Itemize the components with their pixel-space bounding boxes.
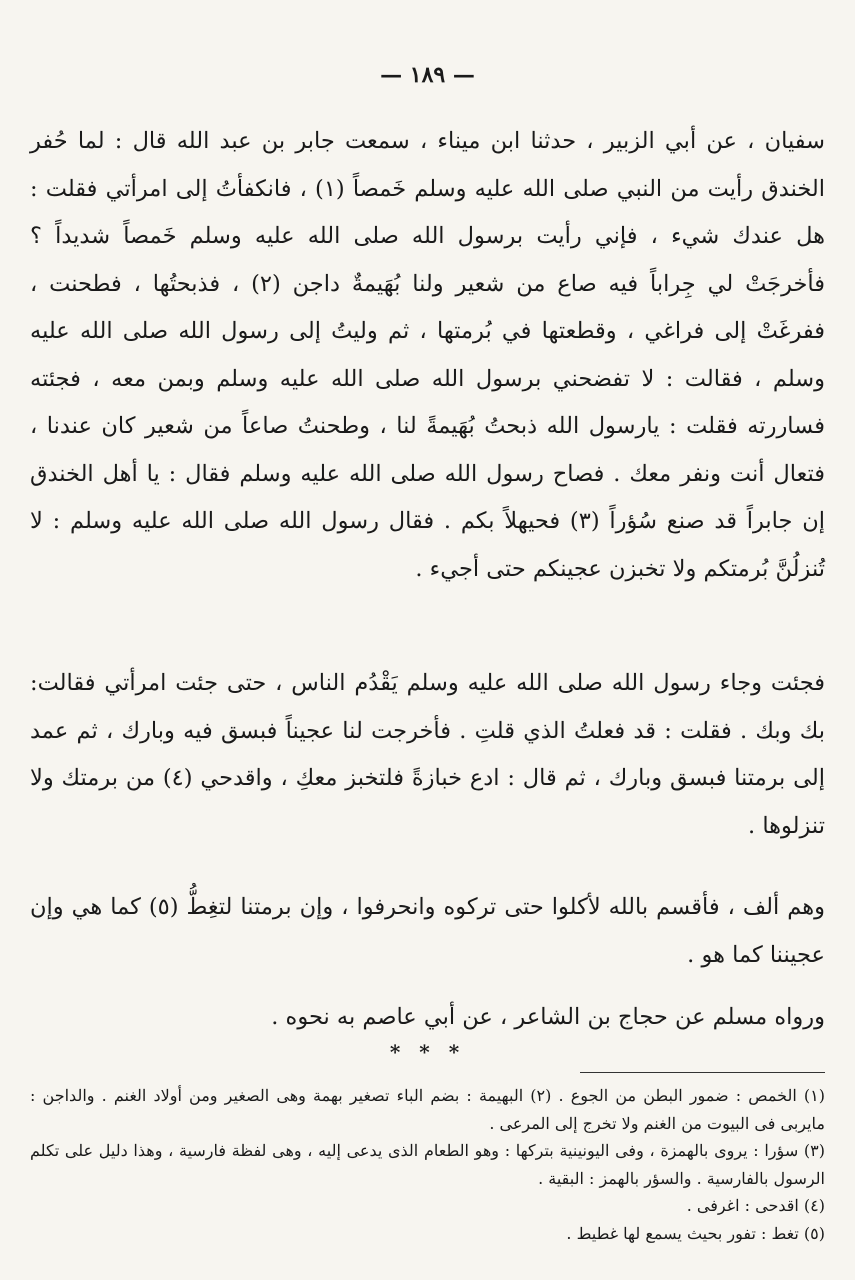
footnote-item: (٣) سؤرا : يروى بالهمزة ، وفى اليونينية بتركها : وهو الطعام الذى يدعى إليه ، وهى لفظة فارسية ، وهذا دليل على تكلم الرسول بالفارسية . والسؤر بالهمز : البقية . xyxy=(30,1141,825,1188)
footnote-divider xyxy=(580,1072,825,1073)
paragraph-hadith-story xyxy=(30,118,825,593)
paragraph-text: سفيان ، عن أبي الزبير ، حدثنا ابن ميناء ، سمعت جابر بن عبد الله قال : لما حُفر الخندق رأيت من النبي صلى الله عليه وسلم خَمصاً (١) ، فانكفأتُ إلى امرأتي فقلت : هل عندك شيء ، فإني رأيت برسول الله صلى الله عليه وسلم خَمصاً شديداً ؟ فأخرجَتْ لي جِراباً فيه صاع من شعير ولنا بُهَيمةٌ داجن (٢) ، فذبحتُها ، فطحنت ، ففرغَتْ إلى فراغي ، وقطعتها في بُرمتها ، ثم وليتُ إلى رسول الله صلى الله عليه وسلم ، فقالت : لا تفضحني برسول الله صلى الله عليه وسلم وبمن معه ، فجئته فساررته فقلت : يارسول الله ذبحتُ بُهَيمةً لنا ، وطحنتُ صاعاً من شعير كان عندنا ، فتعال أنت ونفر معك . فصاح رسول الله صلى الله عليه وسلم فقال : يا أهل الخندق إن جابراً قد صنع سُؤراً (٣) فحيهلاً بكم . فقال رسول الله صلى الله عليه وسلم : لا تُنزلُنَّ بُرمتكم ولا تخبزن عجينكم حتى أجيء . xyxy=(30,128,826,582)
page-number: — ١٨٩ — xyxy=(380,62,475,88)
paragraph-text: ورواه مسلم عن حجاج بن الشاعر ، عن أبي عاصم به نحوه . xyxy=(271,1004,825,1030)
paragraph-arrival xyxy=(30,660,825,850)
footnotes xyxy=(30,1082,825,1247)
footnote-item: (١) الخمص : ضمور البطن من الجوع . (٢) البهيمة : بضم الباء تصغير بهمة وهى الصغير ومن أولاد الغنم . والداجن : مايربى فى البيوت من الغنم ولا تخرج إلى المرعى . xyxy=(30,1086,826,1133)
section-separator: * * * xyxy=(389,1040,466,1064)
footnote-item: (٥) تغط : تفور بحيث يسمع لها غطيط . xyxy=(566,1223,825,1243)
paragraph-text: وهم ألف ، فأقسم بالله لأكلوا حتى تركوه وانحرفوا ، وإن برمتنا لتغِطُّ (٥) كما هي وإن عجيننا كما هو . xyxy=(30,894,825,968)
paragraph-text: فجئت وجاء رسول الله صلى الله عليه وسلم يَقْدُم الناس ، حتى جئت امرأتي فقالت: بك وبك . فقلت : قد فعلتُ الذي قلتِ . فأخرجت لنا عجيناً فبسق فيه وبارك ، ثم عمد إلى برمتنا فبسق وبارك ، ثم قال : ادع خبازةً فلتخبز معكِ ، واقدحي (٤) من برمتك ولا تنزلوها . xyxy=(30,670,825,839)
paragraph-narration-source xyxy=(30,994,825,1042)
paragraph-miracle xyxy=(30,884,825,979)
footnote-item: (٤) اقدحى : اغرفى . xyxy=(686,1196,825,1215)
